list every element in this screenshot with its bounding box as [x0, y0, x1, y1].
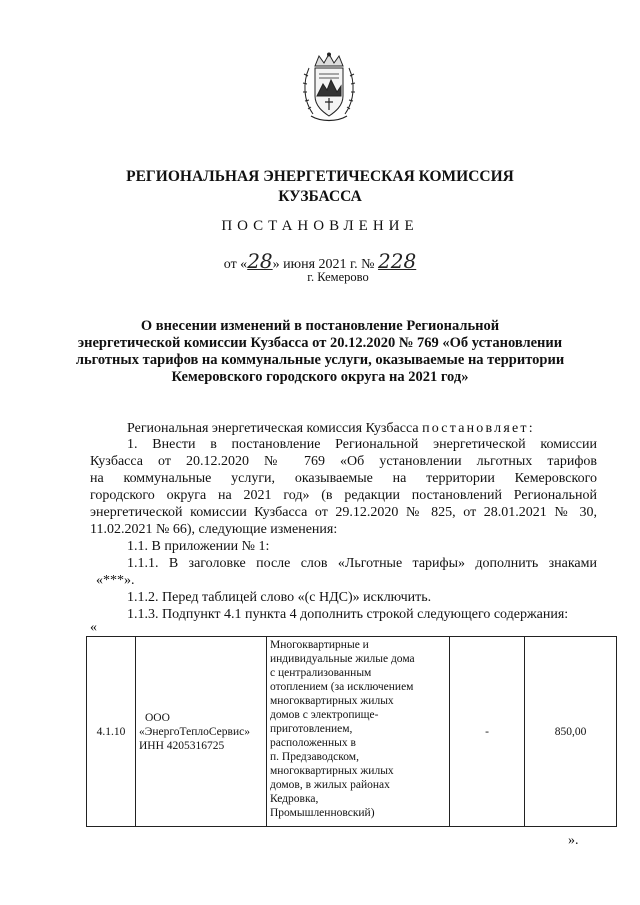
date-prefix: от « [223, 257, 248, 272]
consumers-list [270, 638, 446, 820]
date-day-handwritten: 28 [247, 249, 273, 273]
consumers-line: с централизованным [270, 667, 372, 679]
consumers-line: отоплением (за исключением [270, 681, 414, 693]
document-number-handwritten: 228 [378, 249, 417, 273]
close-quote: ». [568, 833, 579, 848]
consumers-line: многоквартирных жилых [270, 695, 394, 707]
org-cell-line3: ИНН 4205316725 [139, 739, 225, 752]
paragraph-1 [90, 436, 597, 538]
consumers-line: п. Предзаводском, [270, 751, 359, 763]
org-name-line1: РЕГИОНАЛЬНАЯ ЭНЕРГЕТИЧЕСКАЯ КОМИССИЯ [126, 168, 514, 185]
city: г. Кемерово [307, 270, 369, 284]
consumers-line: многоквартирных жилых [270, 765, 394, 777]
consumers-line: Многоквартирные и [270, 639, 369, 651]
title-line4: Кемеровского городского округа на 2021 год» [171, 369, 469, 385]
p1-line2: Кузбасса от 20.12.2020 № 769 «Об установлении льготных тарифов [90, 454, 597, 469]
row-number-cell: 4.1.10 [87, 637, 136, 827]
org-name-line2: КУЗБАССА [278, 188, 362, 205]
p1-line1: 1. Внести в постановление Региональной энергетической комиссии [127, 437, 597, 452]
title-line1: О внесении изменений в постановление Региональной [140, 318, 500, 334]
intro-decree-word: постановляет: [422, 421, 535, 436]
document-type: ПОСТАНОВЛЕНИЕ [221, 218, 419, 234]
p1-line3: на коммунальные услуги, оказываемые на территории Кемеровского [90, 471, 597, 486]
paragraph-1-1-3: 1.1.3. Подпункт 4.1 пункта 4 дополнить строкой следующего содержания: [127, 607, 569, 622]
date-middle: » июня 2021 г. № [272, 257, 375, 272]
column-4-cell: - [450, 637, 525, 827]
organization-cell [136, 637, 267, 827]
tariff-table [86, 636, 617, 827]
p1-line5: энергетической комиссии Кузбасса от 29.12.2020 № 825, от 28.01.2021 № 30, [90, 505, 597, 520]
consumers-cell [267, 637, 450, 827]
org-cell-line2: «ЭнергоТеплоСервис» [139, 725, 250, 738]
title-line3: льготных тарифов на коммунальные услуги, оказываемые на территории [75, 352, 565, 368]
p1-line6: 11.02.2021 № 66), следующие изменения: [90, 522, 338, 537]
org-cell-line1: ООО [145, 711, 170, 724]
paragraph-1-1-2: 1.1.2. Перед таблицей слово «(с НДС)» исключить. [127, 590, 432, 605]
tariff-value-cell: 850,00 [525, 637, 617, 827]
p111-line1: 1.1.1. В заголовке после слов «Льготные тарифы» дополнить знаками [127, 556, 597, 571]
consumers-line: приготовлением, [270, 723, 353, 735]
org-name [0, 167, 640, 207]
intro-paragraph [127, 420, 597, 437]
open-quote: « [90, 620, 97, 635]
coat-of-arms-kuzbass-icon [301, 52, 357, 124]
title-line2: энергетической комиссии Кузбасса от 20.12.2020 № 769 «Об установлении [77, 335, 563, 351]
paragraph-1-1-1 [90, 555, 597, 589]
consumers-line: индивидуальные жилые дома [270, 653, 415, 665]
p111-line2: «***». [96, 573, 135, 588]
consumers-line: домов с электропище- [270, 709, 379, 721]
table-row [87, 637, 617, 827]
consumers-line: расположенных в [270, 737, 356, 749]
intro-prefix: Региональная энергетическая комиссия Кузбасса [127, 421, 419, 436]
consumers-line: домов, в жилых районах [270, 779, 390, 791]
document-title [0, 318, 640, 386]
consumers-line: Кедровка, [270, 793, 319, 805]
consumers-line: Промышленновский) [270, 807, 375, 819]
paragraph-1-1: 1.1. В приложении № 1: [127, 539, 270, 554]
p1-line4: городского округа на 2021 год» (в редакции постановлений Региональной [90, 488, 597, 503]
